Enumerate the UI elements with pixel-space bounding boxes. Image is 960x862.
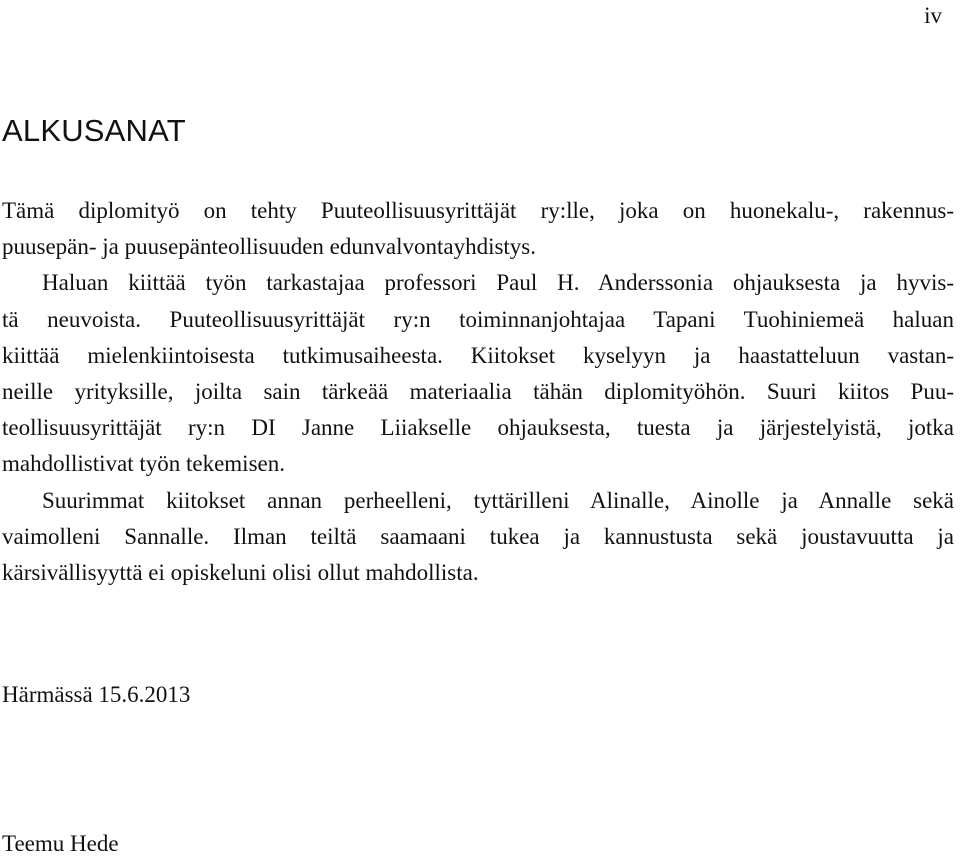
paragraph-2-line-3: kiittää mielenkiintoisesta tutkimusaiheesta. Kiitokset kyselyyn ja haastatteluun vastan- [2,342,954,368]
paragraph-2-line-5: teollisuusyrittäjät ry:n DI Janne Liiakselle ohjauksesta, tuesta ja järjestelyistä, jotka [2,415,954,441]
body-text [2,193,954,591]
paragraph-3-line-1: Suurimmat kiitokset annan perheelleni, tyttärilleni Alinalle, Ainolle ja Annalle sekä [42,487,954,513]
paragraph-3-line-3: kärsivällisyyttä ei opiskeluni olisi ollut mahdollista. [2,559,479,585]
place-date: Härmässä 15.6.2013 [2,682,191,707]
page-number: iv [924,3,942,28]
paragraph-2-line-2: tä neuvoista. Puuteollisuusyrittäjät ry:n toiminnanjohtajaa Tapani Tuohiniemeä haluan [2,306,954,332]
paragraph-2-line-6: mahdollistivat työn tekemisen. [2,451,285,477]
paragraph-1-line-1: Tämä diplomityö on tehty Puuteollisuusyrittäjät ry:lle, joka on huonekalu-, rakennus- [2,198,954,223]
paragraph-1-line-2: puusepän- ja puusepänteollisuuden edunvalvontayhdistys. [2,234,537,260]
paragraph-2-line-1: Haluan kiittää työn tarkastajaa professori Paul H. Anderssonia ohjauksesta ja hyvis- [42,270,954,296]
paragraph-2-line-4: neille yrityksille, joilta sain tärkeää materiaalia tähän diplomityöhön. Suuri kiitos Puu- [2,378,954,404]
paragraph-3-line-2: vaimolleni Sannalle. Ilman teiltä saamaani tukea ja kannustusta sekä joustavuutta ja [2,523,954,549]
section-heading: ALKUSANAT [2,113,186,148]
author-signature: Teemu Hede [2,831,119,856]
